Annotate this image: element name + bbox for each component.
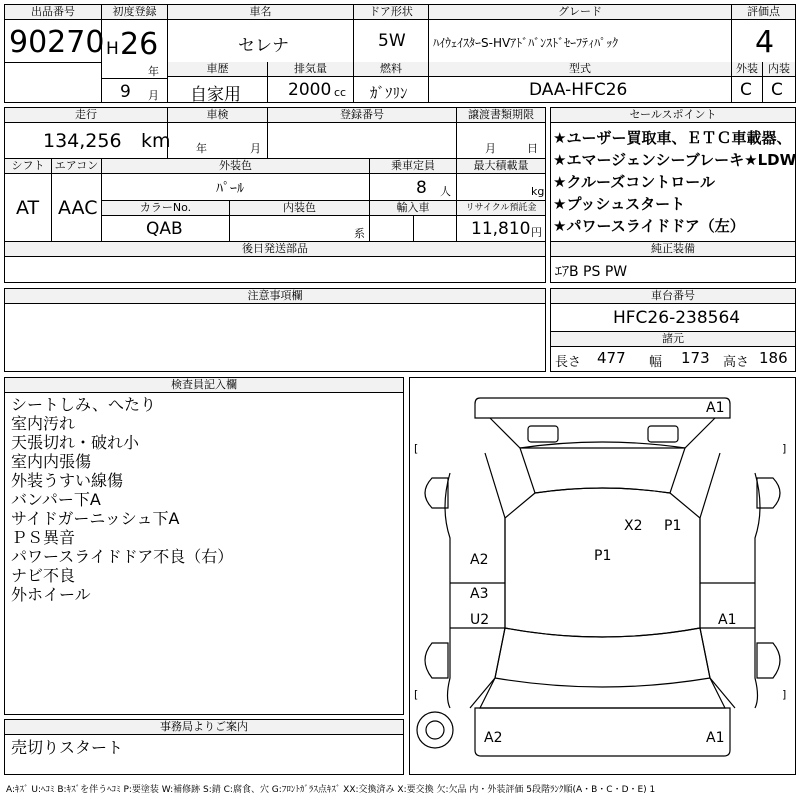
mirror-left — [528, 426, 558, 442]
shift-cell — [5, 159, 52, 241]
max-load-unit: kg — [531, 185, 545, 198]
doors-cell — [354, 5, 429, 62]
grade: ﾊｲｳｪｲｽﾀｰS-HVｱﾄﾞﾊﾞﾝｽﾄﾞｾｰﾌﾃｨﾊﾟｯｸ — [433, 36, 619, 50]
era: H — [106, 39, 119, 59]
sales-point-item: ★クルーズコントロール — [553, 173, 715, 191]
bracket-right-bottom: ] — [782, 688, 787, 701]
transfer-label: 譲渡書類期限 — [457, 108, 545, 123]
displacement-label: 排気量 — [268, 62, 353, 77]
length-label: 長さ — [555, 355, 582, 370]
damage-mark: A1 — [718, 612, 737, 628]
mirror-right — [648, 426, 678, 442]
office-panel — [4, 719, 404, 775]
lot-cell — [5, 5, 105, 102]
damage-mark: A2 — [470, 552, 489, 568]
damage-mark: A2 — [484, 730, 503, 746]
height-label: 高さ — [723, 355, 750, 370]
ac-cell — [52, 159, 102, 241]
vehicle-summary — [4, 4, 796, 103]
inspector-note: ＰＳ異音 — [11, 528, 76, 547]
capacity-unit: 人 — [440, 185, 451, 198]
inspection-month-unit: 月 — [250, 142, 261, 155]
max-load-label: 最大積載量 — [457, 159, 545, 174]
interior-rank: C — [771, 80, 783, 100]
int-color-cell — [230, 201, 370, 241]
color-no: QAB — [146, 219, 183, 239]
mileage: 134,256 — [43, 130, 122, 152]
left-inner-outline — [470, 453, 505, 708]
fuel-cell — [354, 62, 429, 102]
int-color-suffix: 系 — [354, 227, 365, 240]
damage-mark: A3 — [470, 586, 489, 602]
transfer-day-unit: 日 — [527, 142, 538, 155]
car-name: セレナ — [238, 36, 289, 56]
transfer-month-unit: 月 — [485, 142, 496, 155]
inspector-note: サイドガーニッシュ下A — [11, 509, 180, 528]
interior-label: 内装 — [763, 62, 795, 77]
model: DAA-HFC26 — [529, 80, 628, 100]
legend: A:ｷｽﾞ U:ﾍｺﾐ B:ｷｽﾞを伴うﾍｺﾐ P:要塗装 W:補修跡 S:錆 C:腐食、穴 G:ﾌﾛﾝﾄｶﾞﾗｽ点ｷｽﾞ XX:交換済み X:要交換 欠:欠品 内・外装評価 5段階ﾗﾝｸ順(A・B・C・D・E) 1 — [6, 785, 656, 795]
mileage-cell — [5, 108, 171, 158]
width: 173 — [681, 349, 710, 367]
grade-cell — [429, 5, 732, 62]
capacity: 8 — [416, 178, 427, 198]
wheel-rear-left — [425, 643, 448, 678]
lot-number: 90270 — [9, 25, 105, 60]
first-reg-month: 9 — [120, 82, 131, 102]
displacement-cell — [268, 62, 354, 102]
width-label: 幅 — [649, 355, 663, 370]
ext-color-label: 外装色 — [102, 159, 369, 174]
rear-gate-outline — [480, 678, 725, 708]
fuel: ｶﾞｿﾘﾝ — [370, 84, 408, 102]
int-color-label: 内装色 — [230, 201, 369, 216]
max-load-cell — [457, 159, 545, 200]
office-notice: 売切りスタート — [11, 738, 124, 757]
inspector-note: バンパー下A — [11, 490, 101, 509]
notes-panel — [4, 288, 546, 372]
sales-points-label: セールスポイント — [551, 108, 795, 123]
displacement-unit: cc — [334, 86, 347, 99]
bracket-left-bottom: [ — [414, 688, 419, 701]
windshield-outline — [520, 442, 685, 493]
office-label: 事務局よりご案内 — [5, 720, 403, 735]
shift: AT — [16, 197, 40, 219]
damage-mark: X2 — [624, 518, 643, 534]
damage-mark: A1 — [706, 730, 725, 746]
car-name-label: 車名 — [168, 5, 353, 20]
inspection-label: 車検 — [168, 108, 267, 123]
color-no-cell — [102, 201, 230, 241]
inspector-note: ナビ不良 — [11, 566, 76, 585]
exterior-cell — [732, 62, 763, 102]
recycle-label: リサイクル預託金 — [457, 201, 545, 216]
ext-color-cell — [102, 159, 370, 200]
equipment: ｴｱB PS PW — [555, 264, 628, 280]
right-inner-outline — [700, 453, 735, 708]
grade-label: グレード — [429, 5, 731, 20]
ac: AAC — [58, 197, 98, 219]
history: 自家用 — [190, 85, 241, 105]
color-no-label: カラーNo. — [102, 201, 229, 216]
damage-mark: U2 — [470, 612, 490, 628]
import-cell — [370, 201, 457, 241]
chassis-number: HFC26-238564 — [613, 308, 741, 328]
doors-label: ドア形状 — [354, 5, 428, 20]
mileage-label: 走行 — [5, 108, 167, 123]
model-cell — [429, 62, 732, 102]
ext-color: ﾊﾟｰﾙ — [216, 181, 244, 197]
damage-mark: P1 — [664, 518, 682, 534]
sales-point-item: ★プッシュスタート — [553, 195, 686, 213]
length: 477 — [597, 349, 626, 367]
later-parts-cell — [5, 242, 545, 282]
height: 186 — [759, 349, 788, 367]
chassis-panel — [550, 288, 796, 372]
bracket-left-top: [ — [414, 442, 419, 455]
model-label: 型式 — [429, 62, 731, 77]
sales-point-item: ★パワースライドドア（左） — [553, 217, 745, 235]
month-unit: 月 — [148, 89, 159, 102]
transfer-cell — [457, 108, 545, 158]
fuel-label: 燃料 — [354, 62, 428, 77]
ac-label: エアコン — [52, 159, 101, 174]
equipment-label: 純正装備 — [551, 242, 795, 257]
history-label: 車歴 — [168, 62, 267, 77]
inspector-note: 天張切れ・破れ小 — [11, 433, 140, 452]
hood-outline — [490, 418, 715, 448]
doors: 5W — [378, 31, 406, 51]
damage-mark: A1 — [706, 400, 725, 416]
first-reg-year: 26 — [120, 27, 159, 62]
inspector-note: 室内内張傷 — [11, 452, 92, 471]
rear-bumper-outline — [475, 708, 730, 756]
mileage-unit: km — [141, 130, 171, 152]
inspector-note: 外ホイール — [11, 585, 91, 604]
vehicle-details — [4, 107, 546, 283]
recycle-unit: 円 — [531, 226, 542, 239]
inspector-panel — [4, 377, 404, 715]
inspector-note: 室内汚れ — [11, 414, 76, 433]
damage-diagram-panel — [409, 377, 796, 775]
score: 4 — [755, 25, 775, 60]
car-name-cell — [168, 5, 354, 62]
first-reg-label: 初度登録 — [102, 5, 167, 20]
history-cell — [168, 62, 268, 105]
inspector-note: パワースライドドア不良（右） — [11, 547, 234, 566]
exterior-label: 外装 — [732, 62, 762, 77]
first-reg-cell — [102, 5, 168, 102]
spare-tire — [417, 712, 453, 748]
capacity-label: 乗車定員 — [370, 159, 456, 174]
import-label: 輸入車 — [370, 201, 456, 216]
capacity-cell — [370, 159, 457, 200]
year-unit: 年 — [148, 65, 159, 78]
wheel-rear-right — [757, 643, 780, 678]
damage-mark: P1 — [594, 548, 612, 564]
shift-label: シフト — [5, 159, 51, 174]
score-cell — [732, 5, 795, 62]
reg-no-cell — [268, 108, 457, 158]
sales-point-item: ★エマージェンシーブレーキ★LDW — [553, 151, 797, 169]
inspector-note: シートしみ、へたり — [11, 395, 156, 414]
inspection-cell — [168, 108, 268, 158]
notes-label: 注意事項欄 — [5, 289, 545, 304]
later-parts-label: 後日発送部品 — [5, 242, 545, 257]
inspection-year-unit: 年 — [196, 142, 207, 155]
recycle-cell — [457, 201, 545, 241]
interior-cell — [763, 62, 795, 102]
reg-no-label: 登録番号 — [268, 108, 456, 123]
chassis-label: 車台番号 — [551, 289, 795, 304]
lot-label: 出品番号 — [5, 5, 101, 20]
recycle: 11,810 — [471, 219, 531, 239]
exterior-rank: C — [740, 80, 752, 100]
front-bumper-outline — [475, 398, 730, 418]
score-label: 評価点 — [732, 5, 795, 20]
sales-point-item: ★ユーザー買取車、ＥＴＣ車載器、 — [553, 129, 792, 147]
inspector-note: 外装うすい線傷 — [11, 471, 124, 490]
dims-label: 諸元 — [551, 332, 795, 347]
displacement: 2000 — [288, 80, 332, 100]
car-body-diagram — [410, 378, 795, 774]
inspector-label: 検査員記入欄 — [5, 378, 403, 393]
bracket-right-top: ] — [782, 442, 787, 455]
rear-window-outline — [495, 628, 710, 687]
sales-points-panel — [550, 107, 796, 283]
